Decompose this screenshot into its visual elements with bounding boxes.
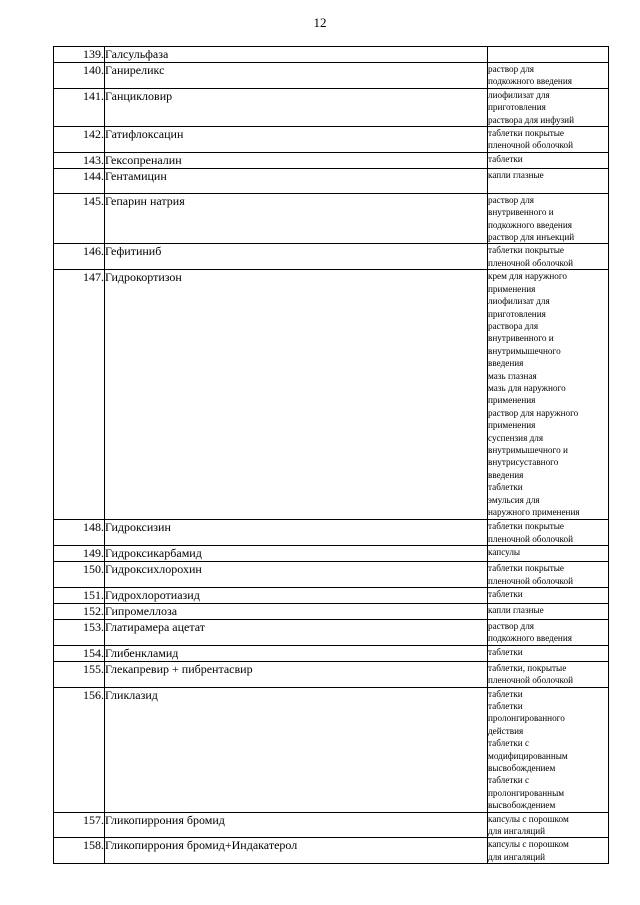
table-row bbox=[54, 127, 609, 153]
row-number-cell bbox=[54, 661, 105, 687]
row-number: 141. bbox=[83, 88, 104, 103]
drug-name-cell bbox=[105, 47, 488, 63]
drug-name: Глатирамера ацетат bbox=[105, 619, 206, 634]
row-number: 147. bbox=[83, 270, 104, 285]
row-number-cell bbox=[54, 587, 105, 603]
row-number-cell bbox=[54, 812, 105, 838]
dosage-form: таблетки покрытые пленочной оболочкой bbox=[488, 563, 574, 586]
table-row bbox=[54, 603, 609, 619]
drug-name: Глекапревир + пибрентасвир bbox=[105, 661, 253, 676]
drug-name-cell bbox=[105, 193, 488, 244]
drug-name: Гидроксикарбамид bbox=[105, 546, 202, 561]
row-number: 142. bbox=[83, 127, 104, 142]
drug-name: Гефитиниб bbox=[105, 244, 162, 259]
drug-name: Глибенкламид bbox=[105, 645, 179, 660]
drug-name: Гатифлоксацин bbox=[105, 127, 184, 142]
row-number-cell bbox=[54, 193, 105, 244]
table-row bbox=[54, 546, 609, 562]
drug-name: Гидрохлоротиазид bbox=[105, 587, 200, 602]
drug-name: Гентамицин bbox=[105, 168, 167, 183]
row-number-cell bbox=[54, 168, 105, 193]
row-number-cell bbox=[54, 127, 105, 153]
drug-name-cell bbox=[105, 88, 488, 126]
row-number: 157. bbox=[83, 812, 104, 827]
dosage-form-cell bbox=[488, 562, 609, 588]
table-row bbox=[54, 520, 609, 546]
dosage-form: таблетки таблетки пролонгированного действия таблетки с модифицированным высвобождением таблетки с пролонгированным высвобождением bbox=[488, 688, 568, 811]
table-row bbox=[54, 562, 609, 588]
row-number: 156. bbox=[83, 687, 104, 702]
drug-name-cell bbox=[105, 546, 488, 562]
drug-name-cell bbox=[105, 661, 488, 687]
drug-name: Галсульфаза bbox=[105, 47, 169, 61]
drug-name: Гидроксизин bbox=[105, 520, 171, 535]
row-number: 143. bbox=[83, 152, 104, 167]
drug-name-cell bbox=[105, 520, 488, 546]
table-row bbox=[54, 661, 609, 687]
drug-name: Гидрокортизон bbox=[105, 270, 182, 285]
drug-name: Гликлазид bbox=[105, 687, 158, 702]
table-row bbox=[54, 244, 609, 270]
table-row bbox=[54, 812, 609, 838]
drug-name-cell bbox=[105, 152, 488, 168]
dosage-form: таблетки покрытые пленочной оболочкой bbox=[488, 245, 574, 268]
dosage-form-cell bbox=[488, 587, 609, 603]
drug-name-cell bbox=[105, 63, 488, 89]
dosage-form-cell bbox=[488, 63, 609, 89]
dosage-form-cell bbox=[488, 193, 609, 244]
dosage-form-cell bbox=[488, 838, 609, 864]
drug-name-cell bbox=[105, 168, 488, 193]
dosage-form: капли глазные bbox=[488, 169, 544, 180]
row-number-cell bbox=[54, 687, 105, 812]
drug-name-cell bbox=[105, 838, 488, 864]
dosage-form: лиофилизат для приготовления раствора для инфузий bbox=[488, 89, 574, 125]
dosage-form-cell bbox=[488, 168, 609, 193]
dosage-form: таблетки bbox=[488, 588, 523, 599]
dosage-form-cell bbox=[488, 127, 609, 153]
dosage-form-cell bbox=[488, 152, 609, 168]
table-row bbox=[54, 619, 609, 645]
dosage-form: таблетки покрытые пленочной оболочкой bbox=[488, 128, 574, 151]
drug-name: Ганцикловир bbox=[105, 88, 173, 103]
drug-name-cell bbox=[105, 562, 488, 588]
dosage-form-cell bbox=[488, 645, 609, 661]
table-row bbox=[54, 168, 609, 193]
dosage-form: таблетки покрытые пленочной оболочкой bbox=[488, 521, 574, 544]
dosage-form: раствор для подкожного введения bbox=[488, 64, 572, 87]
dosage-form-cell bbox=[488, 244, 609, 270]
dosage-form-cell bbox=[488, 812, 609, 838]
row-number: 154. bbox=[83, 645, 104, 660]
dosage-form-cell bbox=[488, 546, 609, 562]
dosage-form: раствор для внутривенного и подкожного введения раствор для инъекций bbox=[488, 194, 575, 243]
table-row bbox=[54, 47, 609, 63]
row-number: 145. bbox=[83, 193, 104, 208]
drug-name: Ганиреликс bbox=[105, 63, 165, 77]
dosage-form-cell bbox=[488, 687, 609, 812]
table-row bbox=[54, 63, 609, 89]
row-number: 146. bbox=[83, 244, 104, 259]
row-number: 150. bbox=[83, 562, 104, 577]
drug-name-cell bbox=[105, 587, 488, 603]
row-number-cell bbox=[54, 520, 105, 546]
row-number: 148. bbox=[83, 520, 104, 535]
table-row bbox=[54, 687, 609, 812]
drug-name-cell bbox=[105, 812, 488, 838]
dosage-form-cell bbox=[488, 661, 609, 687]
drug-name: Гликопиррония бромид+Индакатерол bbox=[105, 838, 298, 853]
row-number-cell bbox=[54, 88, 105, 126]
row-number-cell bbox=[54, 244, 105, 270]
dosage-form: крем для наружного применения лиофилизат для приготовления раствора для внутривенного и внутримышечного введения мазь глазная мазь для наружного применения раствор для наружного применения суспензия для внутримышечного и внутрисуставного введения таблетки эмульсия для наружного применения bbox=[488, 271, 580, 517]
drug-table bbox=[53, 46, 609, 864]
table-row bbox=[54, 88, 609, 126]
row-number-cell bbox=[54, 619, 105, 645]
row-number: 149. bbox=[83, 546, 104, 561]
dosage-form: таблетки bbox=[488, 153, 523, 164]
drug-name: Гексопреналин bbox=[105, 152, 182, 167]
drug-name-cell bbox=[105, 127, 488, 153]
table-row bbox=[54, 587, 609, 603]
row-number: 140. bbox=[83, 63, 104, 77]
row-number-cell bbox=[54, 546, 105, 562]
table-row bbox=[54, 270, 609, 520]
dosage-form: капсулы с порошком для ингаляций bbox=[488, 839, 569, 862]
row-number: 144. bbox=[83, 168, 104, 183]
drug-name-cell bbox=[105, 244, 488, 270]
row-number: 151. bbox=[83, 587, 104, 602]
dosage-form-cell bbox=[488, 270, 609, 520]
row-number-cell bbox=[54, 838, 105, 864]
row-number-cell bbox=[54, 603, 105, 619]
dosage-form: капсулы с порошком для ингаляций bbox=[488, 813, 569, 836]
table-row bbox=[54, 645, 609, 661]
dosage-form-cell bbox=[488, 47, 609, 63]
dosage-form-cell bbox=[488, 88, 609, 126]
drug-name-cell bbox=[105, 619, 488, 645]
row-number-cell bbox=[54, 63, 105, 89]
drug-name: Гепарин натрия bbox=[105, 193, 185, 208]
dosage-form-cell bbox=[488, 520, 609, 546]
dosage-form: таблетки, покрытые пленочной оболочкой bbox=[488, 662, 574, 686]
drug-name-cell bbox=[105, 603, 488, 619]
row-number-cell bbox=[54, 270, 105, 520]
row-number-cell bbox=[54, 152, 105, 168]
row-number-cell bbox=[54, 562, 105, 588]
drug-name: Гипромеллоза bbox=[105, 603, 178, 618]
table-row bbox=[54, 193, 609, 244]
drug-name-cell bbox=[105, 687, 488, 812]
dosage-form: капли глазные bbox=[488, 604, 544, 615]
dosage-form: таблетки bbox=[488, 646, 523, 657]
drug-name-cell bbox=[105, 270, 488, 520]
dosage-form-cell bbox=[488, 619, 609, 645]
table-row bbox=[54, 152, 609, 168]
row-number: 158. bbox=[83, 838, 104, 853]
dosage-form-cell bbox=[488, 603, 609, 619]
dosage-form: раствор для подкожного введения bbox=[488, 620, 572, 644]
drug-name: Гидроксихлорохин bbox=[105, 562, 202, 577]
page-number: 12 bbox=[313, 15, 327, 30]
drug-name-cell bbox=[105, 645, 488, 661]
table-row bbox=[54, 838, 609, 864]
drug-name: Гликопиррония бромид bbox=[105, 812, 225, 827]
dosage-form: капсулы bbox=[488, 547, 521, 558]
row-number: 153. bbox=[83, 619, 104, 634]
row-number-cell bbox=[54, 47, 105, 63]
row-number: 152. bbox=[83, 603, 104, 618]
row-number: 155. bbox=[83, 661, 104, 676]
row-number: 139. bbox=[83, 47, 104, 61]
row-number-cell bbox=[54, 645, 105, 661]
